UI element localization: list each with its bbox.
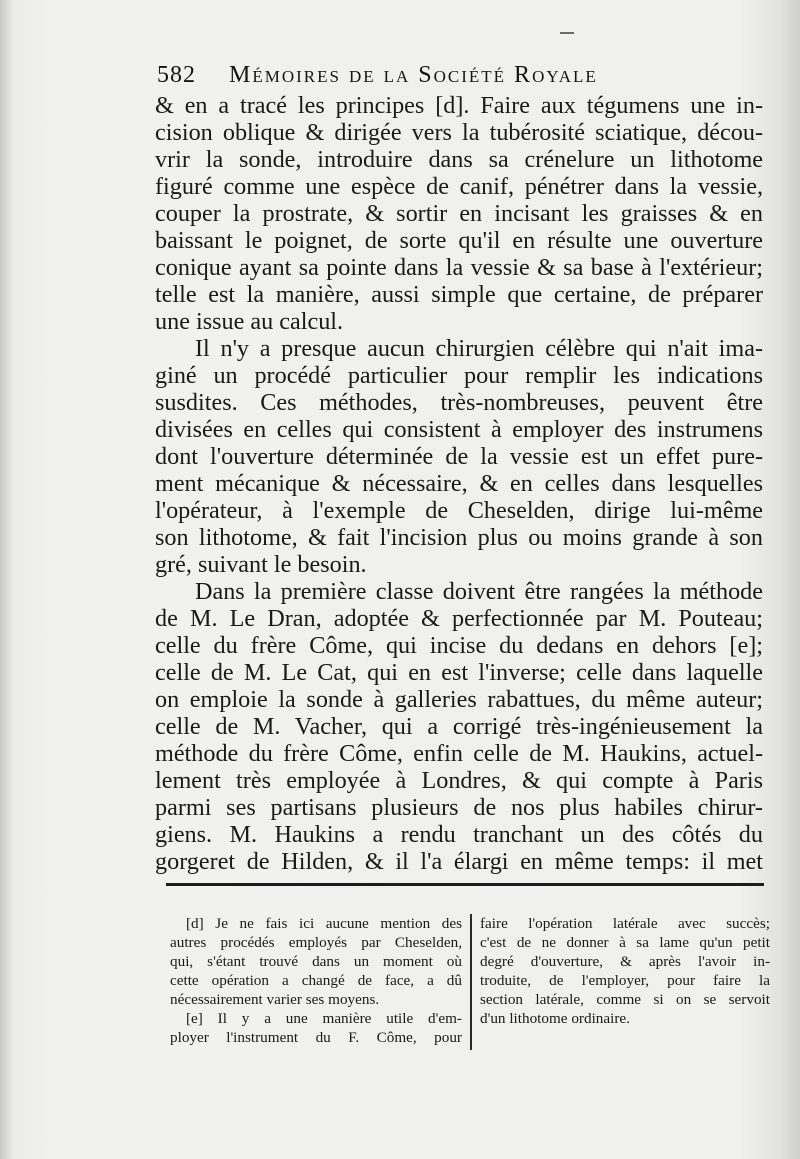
footnote-line: cette opération a changé de face, a dû [170,972,462,989]
text-line: giné un procédé particulier pour remplir les indications [155,362,763,389]
footnote-line: qui, s'étant trouvé dans un moment où [170,953,462,970]
footnote-line: d'un lithotome ordinaire. [480,1010,630,1027]
text-line: figuré comme une espèce de canif, pénétrer dans la vessie, [155,173,763,200]
text-line: on emploie la sonde à galleries rabattues, du même auteur; [155,686,763,713]
text-line: ment mécanique & nécessaire, & en celles dans lesquelles [155,470,763,497]
footnotes [170,914,770,1064]
text-line: lement très employée à Londres, & qui compte à Paris [155,767,763,794]
page-mark [560,32,574,34]
footnote-line: ployer l'instrument du F. Côme, pour [170,1029,462,1046]
main-text [155,92,763,875]
text-line: & en a tracé les principes [d]. Faire aux tégumens une in- [155,92,763,119]
text-line: dont l'ouverture déterminée de la vessie est un effet pure- [155,443,763,470]
footnote-column-left [170,914,462,1064]
text-line: son lithotome, & fait l'incision plus ou moins grande à son [155,524,763,551]
footnote-line: faire l'opération latérale avec succès; [480,915,770,932]
footnote-line: section latérale, comme si on se servoit [480,991,770,1008]
text-line: celle de M. Vacher, qui a corrigé très-ingénieusement la [155,713,763,740]
text-line: parmi ses partisans plusieurs de nos plus habiles chirur- [155,794,763,821]
running-title: Mémoires de la Société Royale [229,62,598,88]
page-number: 582 [157,62,196,88]
text-line: celle du frère Côme, qui incise du dedans en dehors [e]; [155,632,763,659]
running-header [157,60,757,90]
text-line: vrir la sonde, introduire dans sa crénelure un lithotome [155,146,763,173]
text-line: divisées en celles qui consistent à employer des instrumens [155,416,763,443]
text-line: gré, suivant le besoin. [155,551,367,578]
column-divider [470,914,472,1050]
footnote-line: [e] Il y a une manière utile d'em- [186,1010,462,1027]
footnote-line: [d] Je ne fais ici aucune mention des [186,915,462,932]
footnote-line: nécessairement varier ses moyens. [170,991,380,1008]
footnote-rule [166,883,764,886]
text-line: gorgeret de Hilden, & il l'a élargi en même temps: il met [155,848,763,875]
text-line: couper la prostrate, & sortir en incisant les graisses & en [155,200,763,227]
text-line: Dans la première classe doivent être rangées la méthode [195,578,763,605]
footnote-line: troduite, de l'employer, pour faire la [480,972,770,989]
text-line: giens. M. Haukins a rendu tranchant un des côtés du [155,821,763,848]
text-line: méthode du frère Côme, enfin celle de M. Haukins, actuel- [155,740,763,767]
footnote-column-right [480,914,770,1064]
text-line: telle est la manière, aussi simple que certaine, de préparer [155,281,763,308]
text-line: susdites. Ces méthodes, très-nombreuses, peuvent être [155,389,763,416]
footnote-line: c'est de ne donner à sa lame qu'un petit [480,934,770,951]
text-line: cision oblique & dirigée vers la tubérosité sciatique, décou- [155,119,763,146]
text-line: l'opérateur, à l'exemple de Cheselden, dirige lui-même [155,497,763,524]
text-line: baissant le poignet, de sorte qu'il en résulte une ouverture [155,227,763,254]
text-line: celle de M. Le Cat, qui en est l'inverse; celle dans laquelle [155,659,763,686]
text-line: conique ayant sa pointe dans la vessie & sa base à l'extérieur; [155,254,763,281]
footnote-line: degré d'ouverture, & après l'avoir in- [480,953,770,970]
text-line: Il n'y a presque aucun chirurgien célèbre qui n'ait ima- [195,335,763,362]
footnote-line: autres procédés employés par Cheselden, [170,934,462,951]
text-line: une issue au calcul. [155,308,344,335]
text-line: de M. Le Dran, adoptée & perfectionnée par M. Pouteau; [155,605,763,632]
